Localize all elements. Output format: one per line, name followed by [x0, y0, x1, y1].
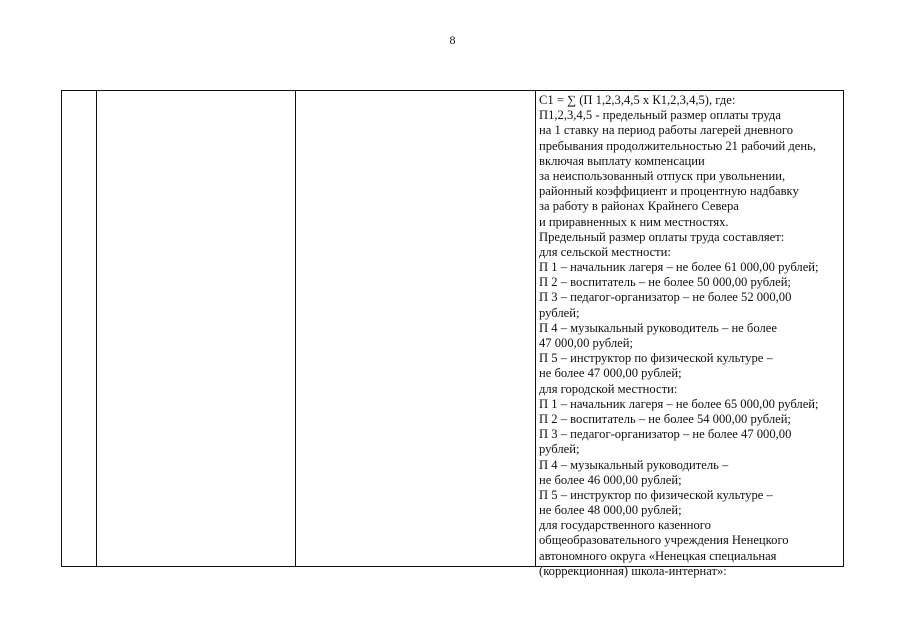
text-line: общеобразовательного учреждения Ненецкого — [539, 533, 789, 548]
document-table — [61, 90, 844, 578]
text-line: за работу в районах Крайнего Севера — [539, 199, 739, 214]
column-divider-2 — [295, 91, 296, 566]
text-line: не более 47 000,00 рублей; — [539, 366, 682, 381]
text-line: за неиспользованный отпуск при увольнении, — [539, 168, 786, 183]
text-line: (коррекционная) школа-интернат»: — [539, 563, 727, 578]
text-line: П 1 – начальник лагеря – не более 61 000,00 рублей; — [539, 260, 819, 275]
text-line: не более 48 000,00 рублей; — [539, 503, 682, 518]
text-line: П 1 – начальник лагеря – не более 65 000,00 рублей; — [539, 396, 819, 411]
text-line: П 5 – инструктор по физической культуре – — [539, 487, 773, 502]
text-line: для городской местности: — [539, 381, 678, 396]
text-line: включая выплату компенсации — [539, 153, 705, 168]
text-line: С1 = ∑ (П 1,2,3,4,5 х К1,2,3,4,5), где: — [539, 93, 736, 107]
column-divider-1 — [96, 91, 97, 566]
text-line: для государственного казенного — [539, 518, 711, 533]
text-line: Предельный размер оплаты труда составляет: — [539, 229, 785, 244]
text-line: П 3 – педагог-организатор – не более 52 000,00 — [539, 290, 792, 305]
text-line: П 4 – музыкальный руководитель – — [539, 457, 729, 472]
text-line: рублей; — [539, 305, 580, 320]
text-line: П 3 – педагог-организатор – не более 47 000,00 — [539, 427, 792, 442]
text-line: пребывания продолжительностью 21 рабочий день, — [539, 138, 816, 153]
text-line: П 2 – воспитатель – не более 54 000,00 рублей; — [539, 411, 791, 426]
text-line: автономного округа «Ненецкая специальная — [539, 548, 777, 563]
text-line: рублей; — [539, 442, 580, 457]
text-line: П 4 – музыкальный руководитель – не более — [539, 320, 777, 335]
text-line: П 5 – инструктор по физической культуре – — [539, 351, 773, 366]
formula-cell-text — [539, 93, 839, 579]
text-line: и приравненных к ним местностях. — [539, 214, 729, 229]
column-divider-3 — [535, 91, 536, 566]
text-line: П1,2,3,4,5 - предельный размер оплаты труда — [539, 108, 781, 123]
text-line: на 1 ставку на период работы лагерей дневного — [539, 123, 794, 138]
text-line: районный коэффициент и процентную надбавку — [539, 184, 799, 199]
text-line: 47 000,00 рублей; — [539, 336, 633, 350]
page-number: 8 — [449, 33, 456, 47]
text-line: не более 46 000,00 рублей; — [539, 472, 682, 487]
text-line: П 2 – воспитатель – не более 50 000,00 рублей; — [539, 275, 791, 290]
text-line: для сельской местности: — [539, 244, 671, 259]
